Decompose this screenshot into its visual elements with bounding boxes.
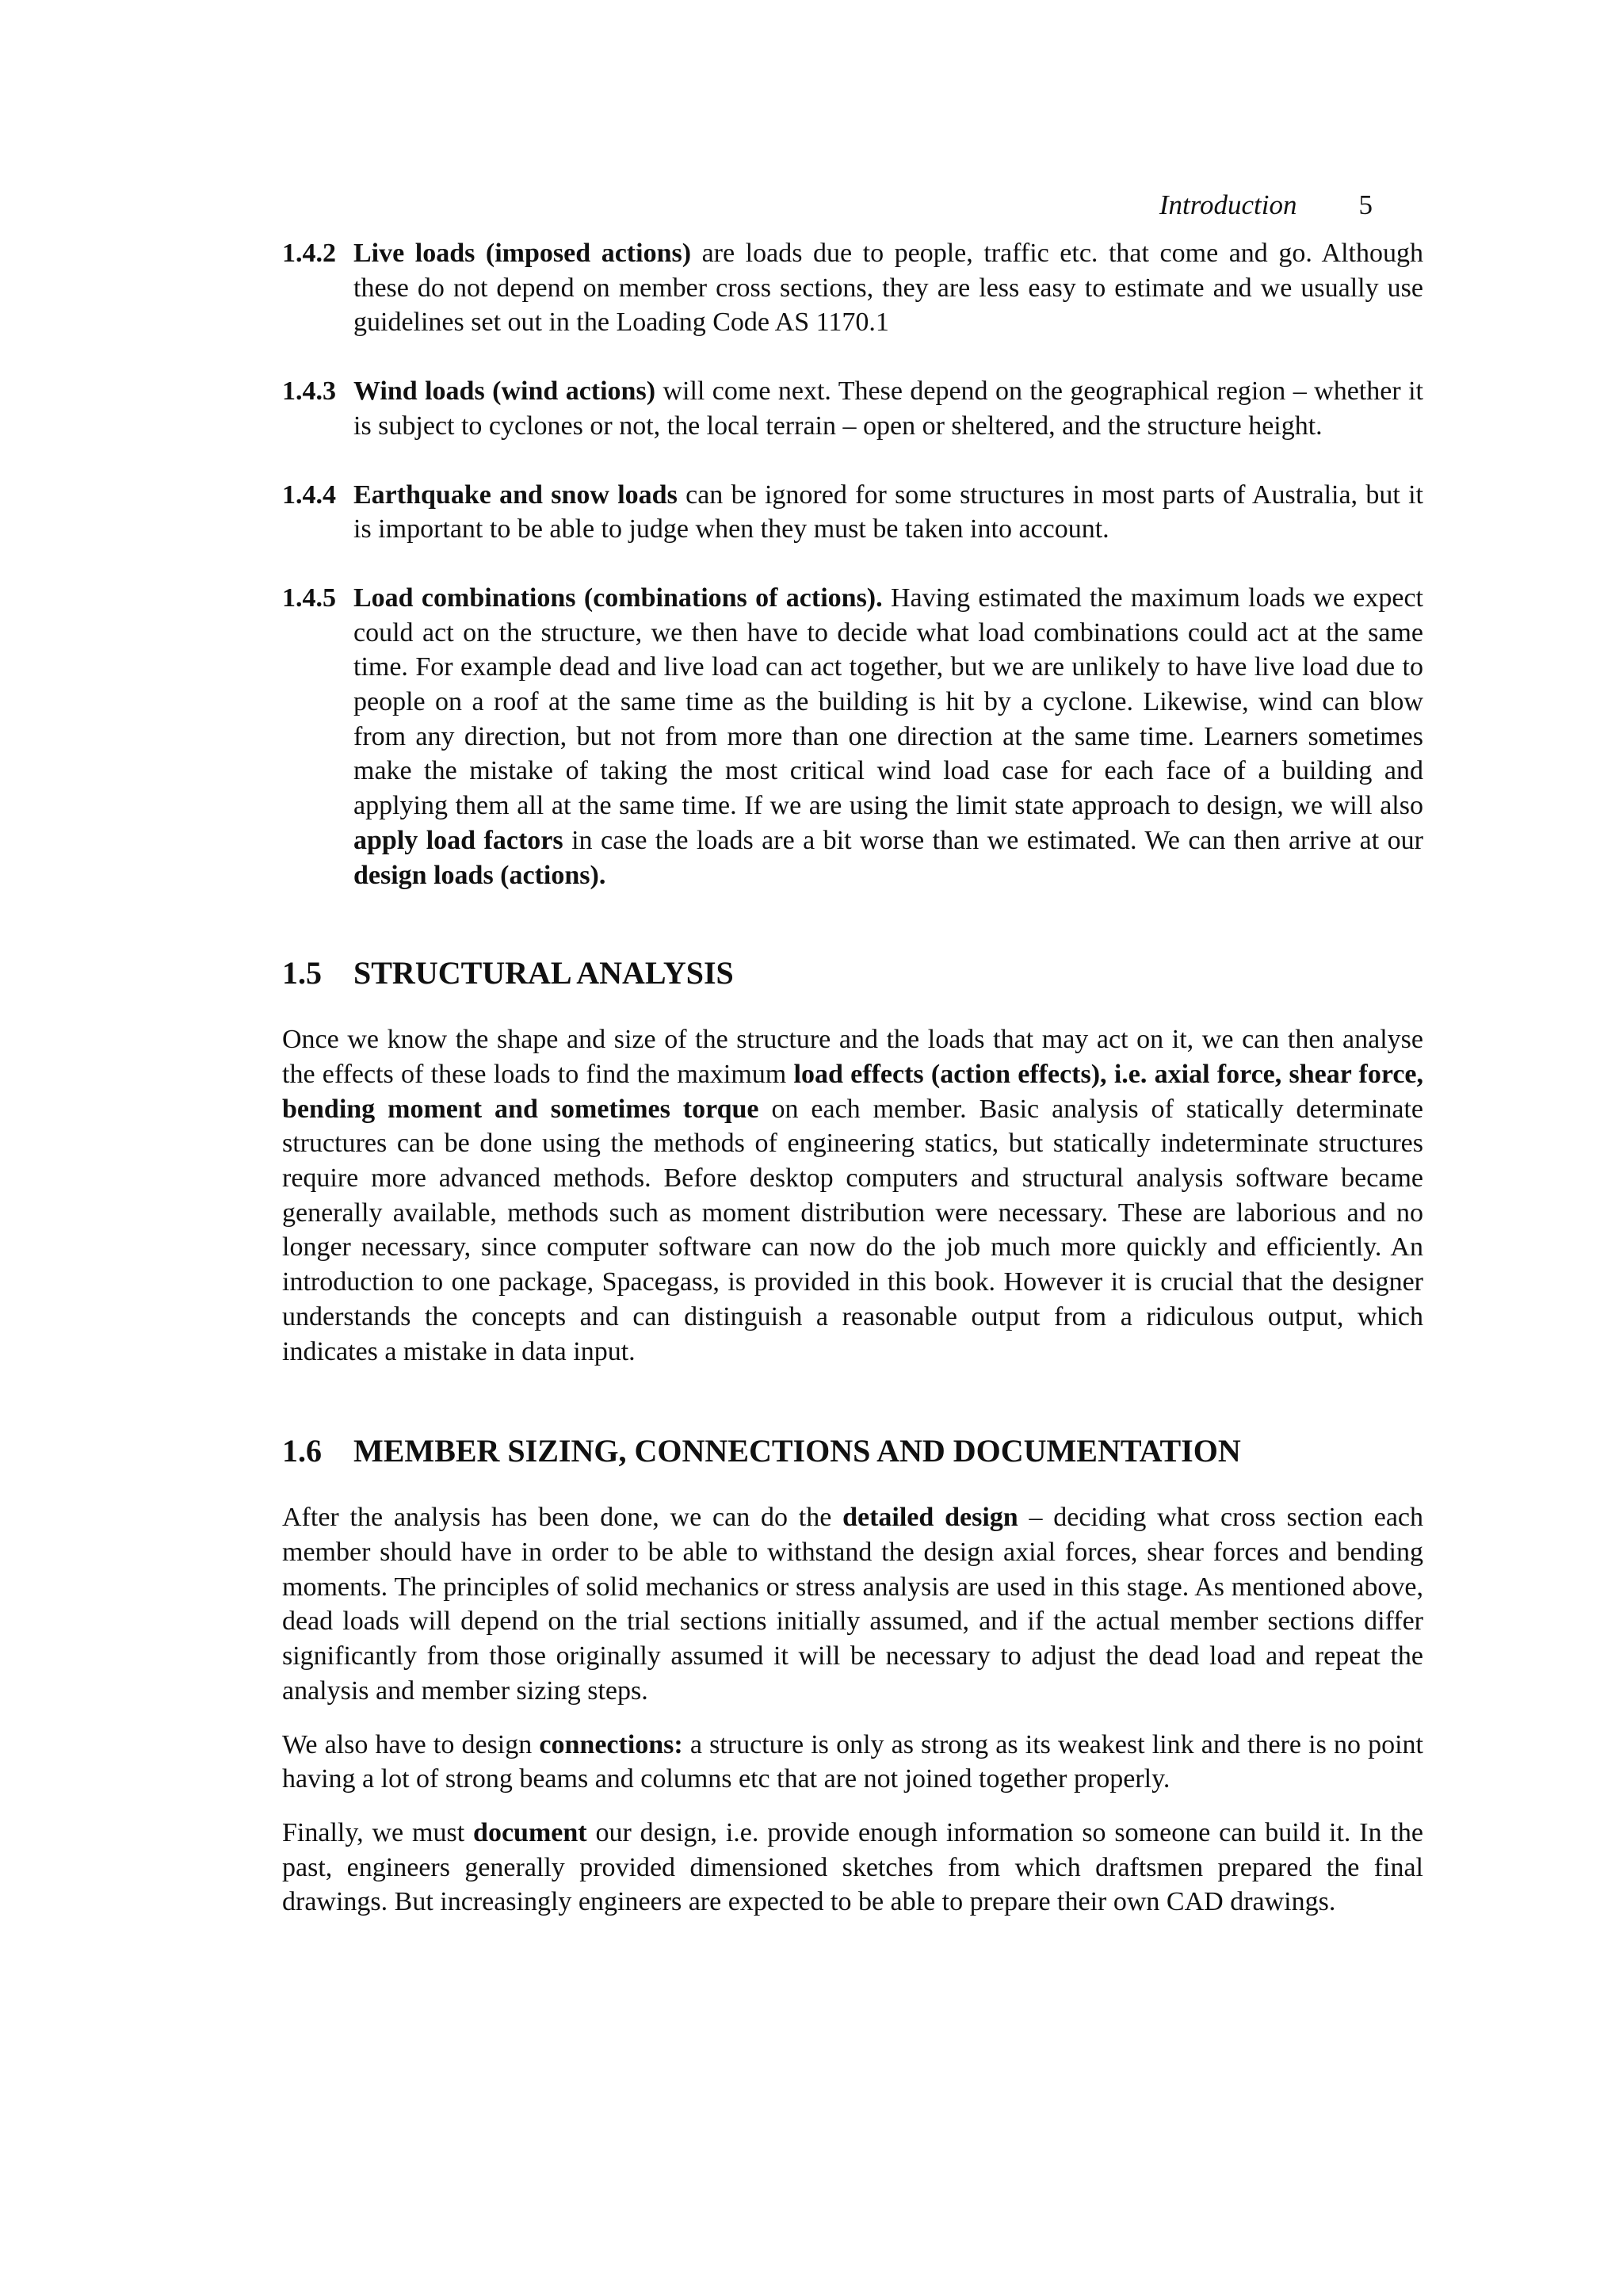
paragraph-documentation xyxy=(282,1816,1423,1920)
paragraph-text: After the analysis has been done, we can do the xyxy=(282,1503,843,1533)
subsection-1-4-3 xyxy=(282,374,1423,443)
subsection-text: Having estimated the maximum loads we expect could act on the structure, we then have to decide what load combinations could act at the same time. For example dead and live load can act together, but we are unlikely to have live load due to people on a roof at the same time as the building is hit by a cyclone. Likewise, wind can blow from any direction, but not from more than one direction at the same time. Learners sometimes make the mistake of taking the most critical wind load case for each face of a building and applying them all at the same time. If we are using the limit state approach to design, we will also xyxy=(353,583,1423,821)
subsection-text: in case the loads are a bit worse than we estimated. We can then arrive at our xyxy=(563,825,1424,855)
section-heading-1-6 xyxy=(282,1432,1423,1470)
emphasis-text: connections: xyxy=(539,1729,683,1759)
emphasis-text: apply load factors xyxy=(353,825,563,855)
subsection-lead: Load combinations (combinations of actions). xyxy=(353,583,883,613)
paragraph-text: – deciding what cross section each member should have in order to be able to withstand the design axial forces, shear forces and bending moments. The principles of solid mechanics or stress analysis are used in this stage. As mentioned above, dead loads will depend on the trial sections initially assumed, and if the actual member sections differ significantly from those originally assumed it will be necessary to adjust the dead load and repeat the analysis and member sizing steps. xyxy=(282,1503,1423,1706)
subsection-1-4-4 xyxy=(282,478,1423,547)
paragraph-structural-analysis xyxy=(282,1022,1423,1369)
subsection-lead: Earthquake and snow loads xyxy=(353,479,678,510)
emphasis-text: load effects (action effects), i.e. axial force, shear force, bending moment and sometimes torque xyxy=(282,1059,1423,1124)
paragraph-connections xyxy=(282,1728,1423,1797)
subsection-text: are loads due to people, traffic etc. that come and go. Although these do not depend on member cross sections, they are less easy to estimate and we usually use guidelines set out in the Loading Code AS 1170.1 xyxy=(353,239,1423,338)
subsection-lead: Wind loads (wind actions) xyxy=(353,376,656,407)
subsection-number: 1.4.3 xyxy=(282,376,336,407)
page-content xyxy=(282,236,1423,1939)
paragraph-detailed-design xyxy=(282,1500,1423,1708)
subsection-text: can be ignored for some structures in most parts of Australia, but it is important to be able to judge when they must be taken into account. xyxy=(353,479,1423,544)
subsection-number: 1.4.5 xyxy=(282,583,336,613)
section-number: 1.6 xyxy=(282,1433,322,1469)
paragraph-text: Finally, we must xyxy=(282,1817,474,1847)
subsection-text: will come next. These depend on the geographical region – whether it is subject to cyclones or not, the local terrain – open or sheltered, and the structure height. xyxy=(353,376,1423,441)
section-title: STRUCTURAL ANALYSIS xyxy=(353,955,734,991)
subsection-1-4-2 xyxy=(282,236,1423,340)
section-heading-1-5 xyxy=(282,954,1423,992)
running-title: Introduction xyxy=(1159,189,1297,220)
subsection-number: 1.4.4 xyxy=(282,479,336,510)
subsection-lead: Live loads (imposed actions) xyxy=(353,239,692,268)
paragraph-text: our design, i.e. provide enough information so someone can build it. In the past, engineers generally provided dimensioned sketches from which draftsmen prepared the final drawings. But increasingly engineers are expected to be able to prepare their own CAD drawings. xyxy=(282,1817,1423,1917)
paragraph-text: a structure is only as strong as its weakest link and there is no point having a lot of strong beams and columns etc that are not joined together properly. xyxy=(282,1729,1423,1794)
page-number: 5 xyxy=(1358,189,1373,220)
paragraph-text: on each member. Basic analysis of statically determinate structures can be done using the methods of engineering statics, but statically indeterminate structures require more advanced methods. Before desktop computers and structural analysis software became generally available, methods such as moment distribution were necessary. These are laborious and no longer necessary, since computer software can now do the job much more quickly and efficiently. An introduction to one package, Spacegass, is provided in this book. However it is crucial that the designer understands the concepts and can distinguish a reasonable output from a ridiculous output, which indicates a mistake in data input. xyxy=(282,1094,1423,1366)
paragraph-text: Once we know the shape and size of the structure and the loads that may act on it, we can then analyse the effects of these loads to find the maximum xyxy=(282,1025,1423,1089)
section-number: 1.5 xyxy=(282,955,322,991)
running-header xyxy=(1159,189,1373,222)
emphasis-text: document xyxy=(473,1817,587,1847)
paragraph-text: We also have to design xyxy=(282,1729,540,1759)
subsection-1-4-5 xyxy=(282,581,1423,892)
section-title: MEMBER SIZING, CONNECTIONS AND DOCUMENTATION xyxy=(353,1433,1241,1469)
emphasis-text: design loads (actions). xyxy=(353,860,606,890)
emphasis-text: detailed design xyxy=(842,1503,1018,1533)
subsection-number: 1.4.2 xyxy=(282,239,336,268)
